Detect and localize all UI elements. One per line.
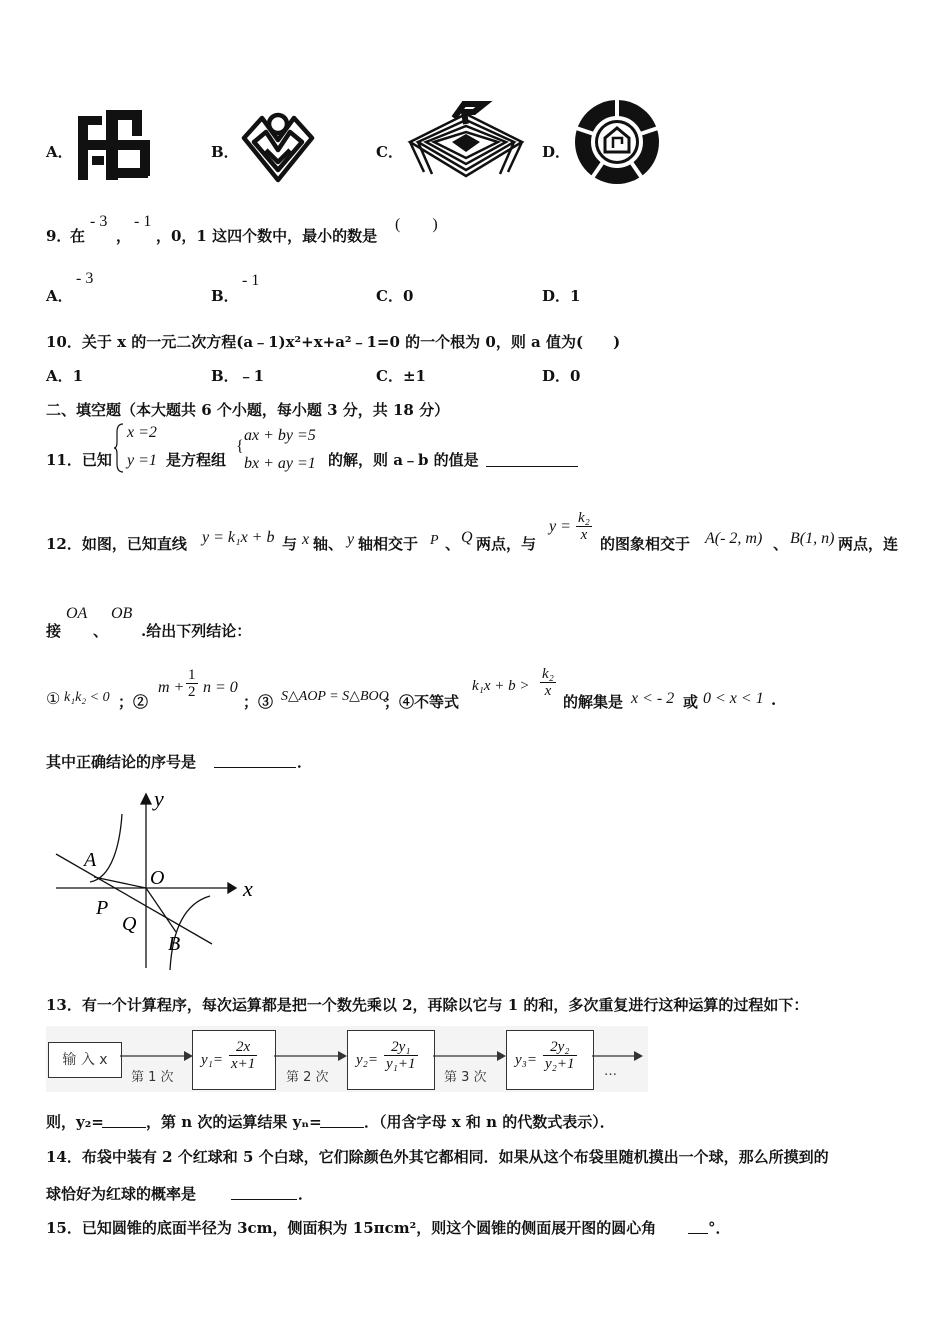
question-9-sep: ， bbox=[116, 227, 132, 245]
graph-label-x: x bbox=[243, 876, 253, 901]
diamond-pattern-figure bbox=[238, 106, 318, 184]
system-brace bbox=[113, 422, 125, 474]
step-2-fraction bbox=[384, 1039, 418, 1072]
arrow bbox=[592, 1050, 644, 1062]
text-fragment: . bbox=[771, 691, 777, 709]
arrow bbox=[433, 1050, 508, 1062]
option-b-label: B． bbox=[211, 143, 239, 161]
conclusion-1-expression: k₁k₂ < 0 bbox=[64, 690, 110, 705]
point-p: P bbox=[430, 533, 439, 548]
text-fragment: 、 bbox=[773, 535, 789, 553]
graph-label-b: B bbox=[168, 933, 181, 955]
hyperbola-fraction bbox=[576, 510, 592, 543]
text-fragment: .给出下列结论： bbox=[141, 622, 252, 640]
text-fragment: 两点，与 bbox=[476, 535, 537, 553]
conclusion-3-expression: S△AOP = S△BOQ bbox=[281, 689, 389, 704]
answer-blank[interactable] bbox=[214, 766, 296, 768]
solution-set-1: x < - 2 bbox=[631, 690, 675, 707]
graph-label-a: A bbox=[84, 849, 97, 871]
conclusion-separator: ；② bbox=[118, 693, 149, 711]
question-14-line-2: 球恰好为红球的概率是 bbox=[46, 1185, 197, 1203]
system-brace-small: { bbox=[236, 438, 244, 455]
segment-ob: OB bbox=[111, 605, 133, 622]
option-d-label: D． bbox=[542, 143, 571, 161]
question-13-answer-mid: ，第 n 次的运算结果 yₙ= bbox=[146, 1113, 322, 1131]
step-3-lhs: y₃= bbox=[515, 1052, 537, 1068]
answer-blank[interactable] bbox=[486, 465, 578, 467]
question-9-text-pre: 在 bbox=[70, 227, 86, 245]
fraction-denominator: x+1 bbox=[231, 1056, 256, 1072]
fraction-denominator: y₁+1 bbox=[386, 1056, 416, 1072]
q9-option-d: D．1 bbox=[542, 287, 581, 305]
segment-oa: OA bbox=[66, 605, 88, 622]
step-2-box bbox=[347, 1030, 435, 1090]
answer-blank[interactable] bbox=[231, 1198, 297, 1200]
step-3-box bbox=[506, 1030, 594, 1090]
bird-pattern-figure bbox=[404, 100, 534, 184]
equation-2: bx + ay =1 bbox=[244, 455, 316, 472]
text-fragment: 的图象相交于 bbox=[600, 535, 691, 553]
text-fragment: 、 bbox=[445, 535, 461, 553]
text-fragment: ． bbox=[298, 1185, 314, 1203]
ellipsis: … bbox=[604, 1064, 617, 1079]
inequality-fraction bbox=[540, 666, 556, 699]
graph-label-q: Q bbox=[122, 913, 137, 935]
conclusion-separator: ；③ bbox=[243, 693, 274, 711]
q9-option-c: C．0 bbox=[376, 287, 414, 305]
answer-blank-y2[interactable] bbox=[102, 1126, 146, 1128]
text-fragment: °． bbox=[708, 1219, 731, 1237]
step-3-fraction bbox=[543, 1039, 577, 1072]
question-13-stem: 13．有一个计算程序，每次运算都是把一个数先乘以 2，再除以它与 1 的和，多次重复进行这种运算的过程如下： bbox=[46, 996, 809, 1014]
hyperbola-branch-left bbox=[90, 814, 122, 882]
question-12-ask: 其中正确结论的序号是 bbox=[46, 753, 197, 771]
question-13-answer-post: ．（用含字母 x 和 n 的代数式表示）． bbox=[364, 1113, 615, 1131]
question-10-stem: 10．关于 x 的一元二次方程(a﹣1)x²+x+a²﹣1=0 的一个根为 0，则 a 值为( ) bbox=[46, 333, 621, 351]
conclusion-2-rhs: n = 0 bbox=[203, 679, 238, 696]
arrow bbox=[120, 1050, 195, 1062]
swastika-pattern-figure bbox=[74, 106, 154, 184]
q9-option-b-value: - 1 bbox=[242, 272, 260, 289]
fraction-numerator: 2y₂ bbox=[543, 1039, 577, 1056]
text-fragment: 两点，连 bbox=[838, 535, 899, 553]
fraction-numerator: k₂ bbox=[542, 666, 554, 682]
step-1-lhs: y₁= bbox=[201, 1052, 223, 1068]
solution-x: x =2 bbox=[127, 424, 157, 441]
fraction-numerator: 2x bbox=[229, 1039, 257, 1056]
answer-blank-yn[interactable] bbox=[320, 1126, 364, 1128]
question-9-answer-paren: ( ) bbox=[395, 216, 438, 233]
graph-label-o: O bbox=[150, 867, 165, 889]
question-11-post: 的解，则 a﹣b 的值是 bbox=[328, 451, 479, 469]
hyperbola-lhs: y = bbox=[549, 518, 571, 535]
q10-option-b: B．﹣1 bbox=[211, 367, 265, 385]
question-9-text: ，0，1 这四个数中，最小的数是 bbox=[156, 227, 378, 245]
arrow bbox=[274, 1050, 349, 1062]
q10-option-c: C．±1 bbox=[376, 367, 426, 385]
coordinate-graph-figure bbox=[50, 784, 270, 974]
round-emblem-figure bbox=[572, 98, 662, 186]
y-axis-symbol: y bbox=[347, 531, 355, 548]
text-fragment: 轴相交于 bbox=[358, 535, 419, 553]
question-13-answer-pre: 则，y₂= bbox=[46, 1113, 104, 1131]
answer-blank[interactable] bbox=[688, 1232, 708, 1234]
q9-option-a-value: - 3 bbox=[76, 270, 94, 287]
step-label: 第 1 次 bbox=[131, 1070, 174, 1085]
q10-option-a: A．1 bbox=[46, 367, 84, 385]
graph-label-p: P bbox=[96, 897, 109, 919]
text-fragment: 轴、 bbox=[313, 535, 344, 553]
conclusion-2-fraction bbox=[186, 667, 198, 700]
step-1-fraction bbox=[229, 1039, 257, 1072]
fraction-numerator: 2y₁ bbox=[384, 1039, 418, 1056]
question-9-number: 9． bbox=[46, 227, 72, 245]
fraction-denominator: x bbox=[544, 683, 552, 699]
text-fragment: 与 bbox=[282, 535, 298, 553]
text-fragment: 、 bbox=[93, 622, 109, 640]
graph-label-y: y bbox=[154, 786, 164, 811]
step-2-lhs: y₂= bbox=[356, 1052, 378, 1068]
question-11-mid: 是方程组 bbox=[166, 451, 227, 469]
q10-option-d: D．0 bbox=[542, 367, 581, 385]
question-12-pre: 12．如图，已知直线 bbox=[46, 535, 187, 553]
text-fragment: ． bbox=[297, 753, 313, 771]
point-a: A(- 2, m) bbox=[705, 530, 763, 547]
solution-set-2: 0 < x < 1 bbox=[703, 690, 764, 707]
solution-y: y =1 bbox=[127, 452, 157, 469]
conclusion-separator: ；④不等式 bbox=[384, 693, 460, 711]
fraction-denominator: x bbox=[580, 527, 588, 543]
fraction-denominator: 2 bbox=[188, 684, 196, 700]
conclusion-2-lhs: m + bbox=[158, 679, 185, 696]
option-c-label: C． bbox=[376, 143, 403, 161]
question-11-pre: 11．已知 bbox=[46, 451, 112, 469]
option-a-label: A． bbox=[46, 143, 73, 161]
inequality-lhs: k₁x + b > bbox=[472, 678, 530, 694]
text-fragment: 的解集是 bbox=[563, 693, 624, 711]
fraction-numerator: k₂ bbox=[578, 510, 590, 526]
q9-option-b-label: B． bbox=[211, 287, 239, 305]
line-equation: y = k₁x + b bbox=[202, 529, 275, 546]
fraction-numerator: 1 bbox=[188, 667, 196, 683]
question-15-text: 15．已知圆锥的底面半径为 3cm，侧面积为 15πcm²，则这个圆锥的侧面展开图的圆心角 bbox=[46, 1219, 657, 1237]
question-14-line-1: 14．布袋中装有 2 个红球和 5 个白球，它们除颜色外其它都相同．如果从这个布袋里随机摸出一个球，那么所摸到的 bbox=[46, 1148, 829, 1166]
question-9-value-neg3: - 3 bbox=[90, 213, 108, 230]
input-box: 输 入 x bbox=[48, 1042, 122, 1078]
question-9-value-neg1: - 1 bbox=[134, 213, 152, 230]
conclusion-1-mark: ① bbox=[46, 691, 61, 708]
point-q: Q bbox=[461, 529, 473, 546]
x-axis-symbol: x bbox=[302, 531, 310, 548]
step-label: 第 3 次 bbox=[444, 1070, 487, 1085]
text-fragment: 接 bbox=[46, 622, 62, 640]
section-heading: 二、填空题（本大题共 6 个小题，每小题 3 分，共 18 分） bbox=[46, 401, 450, 419]
text-fragment: 或 bbox=[683, 693, 699, 711]
step-label: 第 2 次 bbox=[286, 1070, 329, 1085]
q9-option-a-label: A． bbox=[46, 287, 73, 305]
fraction-denominator: y₂+1 bbox=[545, 1056, 575, 1072]
point-b: B(1, n) bbox=[790, 530, 835, 547]
equation-1: ax + by =5 bbox=[244, 427, 316, 444]
step-1-box bbox=[192, 1030, 276, 1090]
